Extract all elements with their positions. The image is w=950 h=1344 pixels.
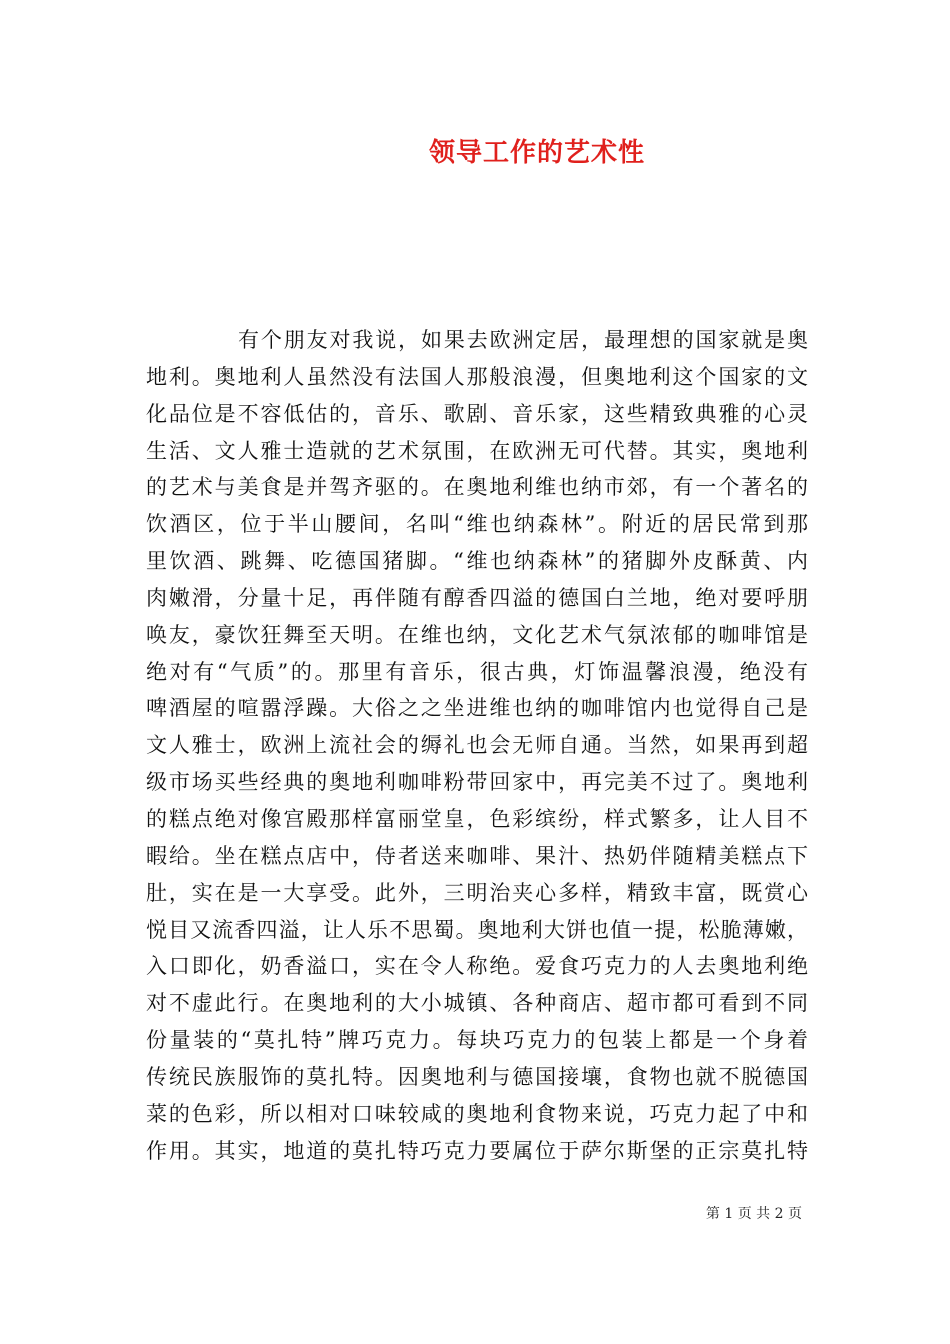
text-line: 份量装的“莫扎特”牌巧克力。每块巧克力的包装上都是一个身着 <box>146 1028 808 1053</box>
text-line: 的艺术与美食是并驾齐驱的。在奥地利维也纳市郊，有一个著名的 <box>146 475 808 500</box>
text-line: 饮酒区，位于半山腰间，名叫“维也纳森林”。附近的居民常到那 <box>146 512 808 537</box>
text-line: 作用。其实，地道的莫扎特巧克力要属位于萨尔斯堡的正宗莫扎特 <box>146 1138 808 1163</box>
text-line: 传统民族服饰的莫扎特。因奥地利与德国接壤，食物也就不脱德国 <box>146 1064 808 1089</box>
text-line: 有个朋友对我说，如果去欧洲定居，最理想的国家就是奥 <box>238 328 808 352</box>
text-line: 地利。奥地利人虽然没有法国人那般浪漫，但奥地利这个国家的文 <box>146 364 808 389</box>
text-line: 生活、文人雅士造就的艺术氛围，在欧洲无可代替。其实，奥地利 <box>146 438 808 463</box>
text-line: 肚，实在是一大享受。此外，三明治夹心多样，精致丰富，既赏心 <box>146 880 808 905</box>
text-line: 里饮酒、跳舞、吃德国猪脚。“维也纳森林”的猪脚外皮酥黄、内 <box>146 549 808 574</box>
text-line: 化品位是不容低估的，音乐、歌剧、音乐家，这些精致典雅的心灵 <box>146 401 808 426</box>
text-line: 绝对有“气质”的。那里有音乐，很古典，灯饰温馨浪漫，绝没有 <box>146 659 808 684</box>
text-line: 文人雅士，欧洲上流社会的缛礼也会无师自通。当然，如果再到超 <box>146 733 808 758</box>
document-title: 领导工作的艺术性 <box>428 138 645 168</box>
text-line: 啤酒屋的喧嚣浮躁。大俗之之坐进维也纳的咖啡馆内也觉得自己是 <box>146 696 808 721</box>
text-line: 的糕点绝对像宫殿那样富丽堂皇，色彩缤纷，样式繁多，让人目不 <box>146 806 808 831</box>
page-number-footer: 第 1 页 共 2 页 <box>705 1206 802 1222</box>
text-line: 暇给。坐在糕点店中，侍者送来咖啡、果汁、热奶伴随精美糕点下 <box>146 843 808 868</box>
text-line: 肉嫩滑，分量十足，再伴随有醇香四溢的德国白兰地，绝对要呼朋 <box>146 585 808 610</box>
text-line: 入口即化，奶香溢口，实在令人称绝。爱食巧克力的人去奥地利绝 <box>146 954 808 979</box>
text-line: 唤友，豪饮狂舞至天明。在维也纳，文化艺术气氛浓郁的咖啡馆是 <box>146 622 808 647</box>
text-line: 悦目又流香四溢，让人乐不思蜀。奥地利大饼也值一提，松脆薄嫩， <box>146 917 808 942</box>
text-line: 菜的色彩，所以相对口味较咸的奥地利食物来说，巧克力起了中和 <box>146 1101 808 1126</box>
body-paragraph <box>146 322 808 1169</box>
text-line: 对不虚此行。在奥地利的大小城镇、各种商店、超市都可看到不同 <box>146 991 808 1016</box>
text-line: 级市场买些经典的奥地利咖啡粉带回家中，再完美不过了。奥地利 <box>146 770 808 795</box>
